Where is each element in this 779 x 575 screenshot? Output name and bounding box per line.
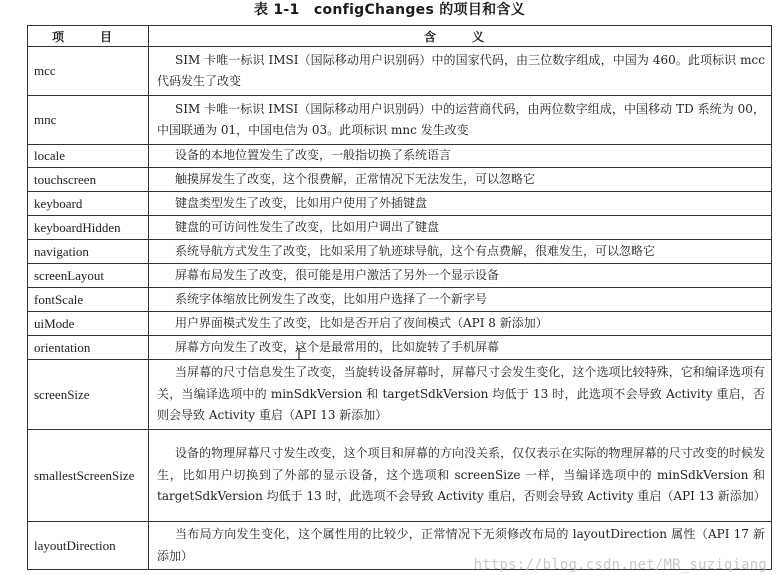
row-meaning: 当屏幕的尺寸信息发生了改变，当旋转设备屏幕时，屏幕尺寸会发生变化，这个选项比较特殊，它和编译选项有关，当编译选项中的 minSdkVersion 和 targetSdkVersion 均低于 13 时，此选项不会导致 Activity 重启，否则会导致 Activity 重启（API 13 新添加） <box>149 360 772 430</box>
row-meaning: 键盘类型发生了改变，比如用户使用了外插键盘 <box>149 192 772 216</box>
row-item: locale <box>28 145 149 168</box>
table-row <box>28 264 772 288</box>
config-changes-table <box>27 25 772 570</box>
table-row <box>28 168 772 192</box>
header-meaning: 含 义 <box>149 26 772 47</box>
row-item: mnc <box>28 96 149 145</box>
table-row <box>28 47 772 96</box>
table-row <box>28 145 772 168</box>
table-row <box>28 192 772 216</box>
row-meaning: 屏幕方向发生了改变，这个是最常用的，比如旋转了手机屏幕 <box>149 336 772 360</box>
row-item: fontScale <box>28 288 149 312</box>
table-row <box>28 312 772 336</box>
row-meaning: 键盘的可访问性发生了改变，比如用户调出了键盘 <box>149 216 772 240</box>
row-meaning: 设备的物理屏幕尺寸发生改变，这个项目和屏幕的方向没关系，仅仅表示在实际的物理屏幕的尺寸改变的时候发生，比如用户切换到了外部的显示设备，这个选项和 screenSize 一样，当编译选项中的 minSdkVersion 和 targetSdkVersion 均低于 13 时，此选项不会导致 Activity 重启，否则会导致 Activity 重启（API 13 新添加） <box>149 430 772 522</box>
table-row <box>28 336 772 360</box>
row-meaning: 设备的本地位置发生了改变，一般指切换了系统语言 <box>149 145 772 168</box>
table-row <box>28 430 772 522</box>
table-row <box>28 216 772 240</box>
watermark-url: https://blog.csdn.net/MR_suziqiang <box>473 557 767 573</box>
row-meaning: 当布局方向发生变化，这个属性用的比较少，正常情况下无须修改布局的 layoutDirection 属性（API 17 新添加） <box>149 522 772 570</box>
row-item: layoutDirection <box>28 522 149 570</box>
row-item: screenSize <box>28 360 149 430</box>
row-item: navigation <box>28 240 149 264</box>
row-item: mcc <box>28 47 149 96</box>
table-header-row <box>28 26 772 47</box>
text-cursor-icon <box>296 348 302 360</box>
row-item: touchscreen <box>28 168 149 192</box>
table-caption: 表 1-1 configChanges 的项目和含义 <box>253 2 526 18</box>
row-item: smallestScreenSize <box>28 430 149 522</box>
row-meaning: 系统字体缩放比例发生了改变，比如用户选择了一个新字号 <box>149 288 772 312</box>
table-row <box>28 240 772 264</box>
table-row <box>28 288 772 312</box>
row-meaning: SIM 卡唯一标识 IMSI（国际移动用户识别码）中的国家代码，由三位数字组成，中国为 460。此项标识 mcc 代码发生了改变 <box>149 47 772 96</box>
row-item: keyboard <box>28 192 149 216</box>
row-item: orientation <box>28 336 149 360</box>
table-row <box>28 360 772 430</box>
row-item: uiMode <box>28 312 149 336</box>
header-item: 项 目 <box>28 26 149 47</box>
row-meaning: SIM 卡唯一标识 IMSI（国际移动用户识别码）中的运营商代码，由两位数字组成，中国移动 TD 系统为 00，中国联通为 01，中国电信为 03。此项标识 mnc 发生改变 <box>149 96 772 145</box>
table-row <box>28 96 772 145</box>
row-item: screenLayout <box>28 264 149 288</box>
row-meaning: 用户界面模式发生了改变，比如是否开启了夜间模式（API 8 新添加） <box>149 312 772 336</box>
row-meaning: 屏幕布局发生了改变，很可能是用户激活了另外一个显示设备 <box>149 264 772 288</box>
row-item: keyboardHidden <box>28 216 149 240</box>
row-meaning: 触摸屏发生了改变，这个很费解，正常情况下无法发生，可以忽略它 <box>149 168 772 192</box>
row-meaning: 系统导航方式发生了改变，比如采用了轨迹球导航，这个有点费解，很难发生，可以忽略它 <box>149 240 772 264</box>
